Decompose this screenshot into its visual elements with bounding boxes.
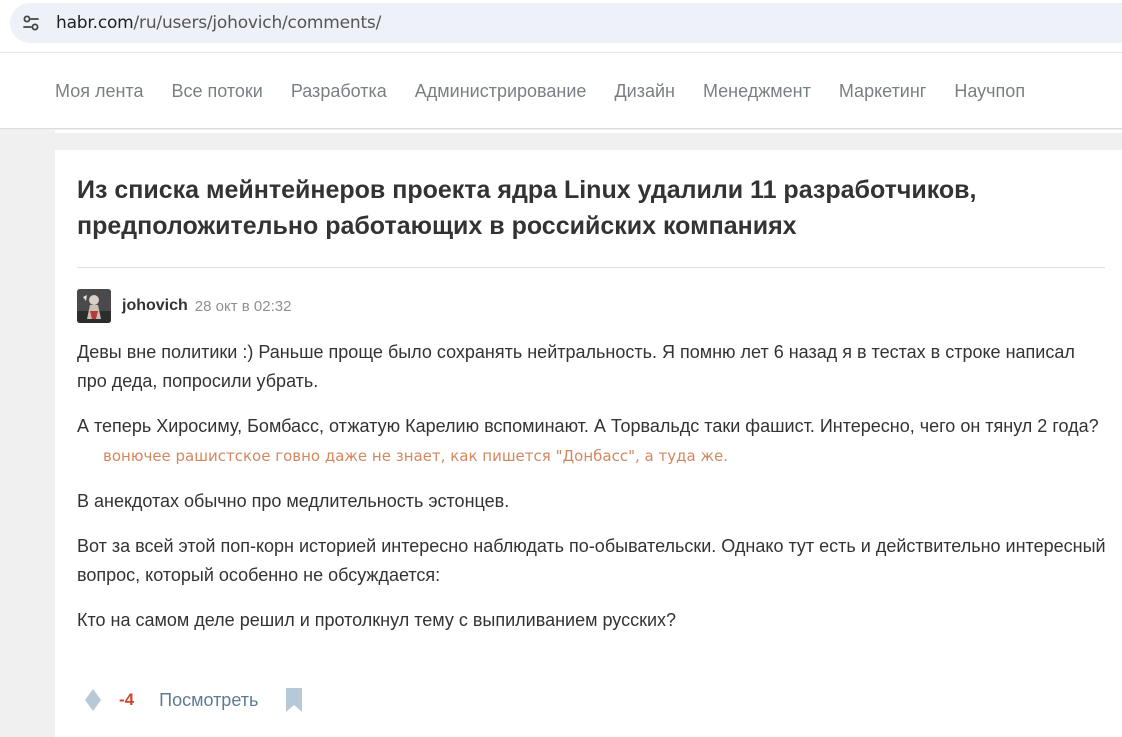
- comment-paragraph: [77, 487, 1107, 516]
- comment-paragraph-text: В анекдотах обычно про медлительность эстонцев.: [77, 491, 510, 511]
- overlay-annotation: вонючее рашистское говно даже не знает, как пишется "Донбасс", а туда же.: [103, 447, 728, 465]
- comment-paragraph-text: Кто на самом деле решил и протолкнул тему с выпиливанием русских?: [77, 610, 677, 630]
- url-path: /ru/users/johovich/comments/: [133, 13, 382, 33]
- card-strip: [55, 130, 1122, 133]
- tune-icon[interactable]: [20, 12, 42, 34]
- browser-url-bar: [0, 0, 1122, 52]
- nav-item-administration[interactable]: Администрирование: [414, 81, 587, 101]
- comment-meta: [77, 289, 291, 323]
- nav-item-design[interactable]: Дизайн: [614, 81, 675, 101]
- comment-paragraph-text: А теперь Хиросиму, Бомбасс, отжатую Карелию вспоминают. А Торвальдс таки фашист. Интересно, чего он тянул 2 года?: [77, 416, 1099, 436]
- comment-score: -4: [119, 690, 135, 709]
- nav-item-all-streams[interactable]: Все потоки: [171, 81, 263, 101]
- nav-item-my-feed[interactable]: Моя лента: [55, 81, 144, 101]
- bookmark-icon[interactable]: [284, 687, 304, 713]
- avatar[interactable]: [77, 289, 111, 323]
- comment-paragraph-text: Вот за всей этой поп-корн историей интересно наблюдать по-обывательски. Однако тут есть и действительно интересный вопрос, который особенно не обсуждается:: [77, 536, 1106, 585]
- comment-paragraph: [77, 338, 1107, 396]
- comment-paragraph: [77, 532, 1107, 590]
- top-navigation: [0, 52, 1122, 129]
- article-title-line1: Из списка мейнтейнеров проекта ядра Linux удалили 11 разработчиков,: [77, 176, 977, 204]
- comment-card: [55, 150, 1122, 737]
- comment-paragraph: [77, 412, 1107, 471]
- nav-item-development[interactable]: Разработка: [290, 81, 387, 101]
- comment-body: [77, 338, 1107, 651]
- nav-item-management[interactable]: Менеджмент: [702, 81, 811, 101]
- url-host: habr.com: [56, 13, 134, 33]
- view-link[interactable]: Посмотреть: [159, 689, 259, 710]
- article-title-line2: предположительно работающих в российских компаниях: [77, 212, 797, 240]
- article-title[interactable]: [77, 172, 1087, 244]
- nav-item-popsci[interactable]: Научпоп: [954, 81, 1026, 101]
- comment-timestamp[interactable]: 28 окт в 02:32: [194, 297, 292, 315]
- comment-paragraph: [77, 606, 1107, 635]
- vote-diamond-icon[interactable]: [83, 688, 103, 712]
- comment-author[interactable]: johovich: [122, 297, 188, 314]
- comment-paragraph-text: Девы вне политики :) Раньше проще было сохранять нейтральность. Я помню лет 6 назад я в тестах в строке написал про деда, попросили убрать.: [77, 342, 1075, 391]
- comment-footer: [83, 685, 304, 715]
- address-field[interactable]: [10, 3, 1122, 43]
- url-text[interactable]: [56, 13, 381, 33]
- nav-item-marketing[interactable]: Маркетинг: [838, 81, 927, 101]
- divider: [77, 267, 1105, 268]
